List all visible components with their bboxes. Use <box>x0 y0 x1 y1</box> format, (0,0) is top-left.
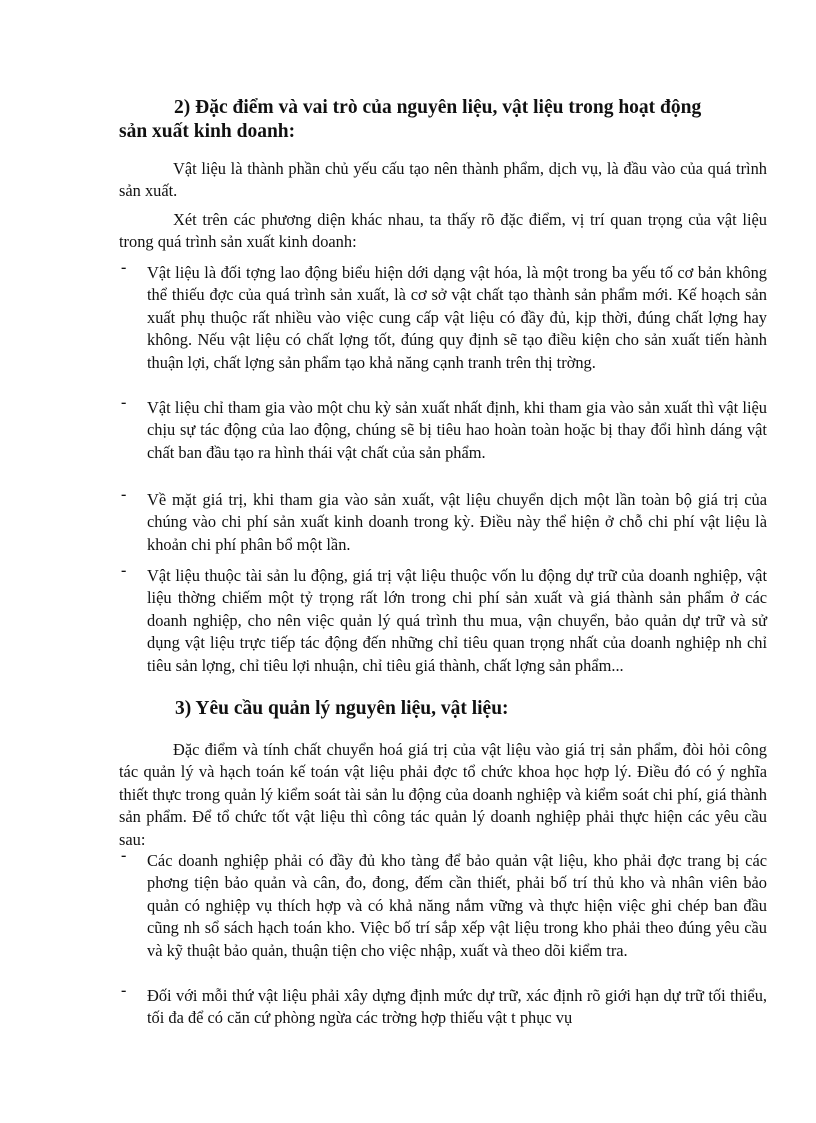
bullet-dash: - <box>121 562 127 579</box>
list-item-text: Các doanh nghiệp phải có đầy đủ kho tàng để bảo quản vật liệu, kho phải đợc trang bị các phơng tiện bảo quản và cân, đo, đong, đếm cần thiết, phải bố trí thủ kho và nhân viên bảo quản có nghiệp vụ thích hợp và có khả năng nắm vững và thực hiện việc ghi chép ban đầu cũng nh sổ sách hạch toán kho. Việc bố trí sắp xếp vật liệu trong kho phải theo đúng yêu cầu và kỹ thuật bảo quản, thuận tiện cho việc nhập, xuất và theo dõi kiểm tra. <box>147 851 767 960</box>
list-item <box>119 259 769 374</box>
list-item-text: Vật liệu là đối tợng lao động biểu hiện dới dạng vật hóa, là một trong ba yếu tố cơ bản không thể thiếu đợc của quá trình sản xuất, là cơ sở vật chất tạo thành sản phẩm mới. Kế hoạch sản xuất phụ thuộc rất nhiều vào việc cung cấp vật liệu có đầy đủ, kịp thời, đúng chất lợng hay không. Nếu vật liệu có chất lợng tốt, đúng quy định sẽ tạo điều kiện cho sản xuất tiến hành thuận lợi, chất lợng sản phẩm tạo khả năng cạnh tranh trên thị trờng. <box>147 263 767 372</box>
section-2-heading <box>119 96 769 144</box>
list-item <box>119 982 769 1030</box>
section-2-heading-line1: 2) Đặc điểm và vai trò của nguyên liệu, vật liệu trong hoạt động <box>174 97 702 118</box>
list-item-text: Vật liệu thuộc tài sản lu động, giá trị vật liệu thuộc vốn lu động dự trữ của doanh nghiệp, vật liệu thờng chiếm một tỷ trọng rất lớn trong chi phí sản xuất và giá thành sản phẩm ở các doanh nghiệp, cho nên việc quản lý quá trình thu mua, vận chuyển, bảo quản dự trữ và sử dụng vật liệu trực tiếp tác động đến những chỉ tiêu quan trọng nhất của doanh nghiệp nh chỉ tiêu sản lợng, chỉ tiêu lợi nhuận, chỉ tiêu giá thành, chất lợng sản phẩm... <box>147 566 767 675</box>
bullet-dash: - <box>121 394 127 411</box>
bullet-dash: - <box>121 259 127 276</box>
list-item-text: Vật liệu chỉ tham gia vào một chu kỳ sản xuất nhất định, khi tham gia vào sản xuất thì vật liệu chịu sự tác động của lao động, chúng sẽ bị tiêu hao hoàn toàn hoặc bị thay đổi hình dáng vật chất ban đầu tạo ra hình thái vật chất của sản phẩm. <box>147 398 767 462</box>
section-2-heading-line2: sản xuất kinh doanh: <box>119 121 296 142</box>
list-item <box>119 394 769 464</box>
section-3-heading: 3) Yêu cầu quản lý nguyên liệu, vật liệu: <box>175 698 509 719</box>
section-2-paragraph-2: Xét trên các phương diện khác nhau, ta thấy rõ đặc điểm, vị trí quan trọng của vật liệu trong quá trình sản xuất kinh doanh: <box>119 210 767 252</box>
list-item <box>119 486 769 556</box>
bullet-dash: - <box>121 486 127 503</box>
bullet-dash: - <box>121 847 127 864</box>
list-item <box>119 562 769 677</box>
list-item-text: Về mặt giá trị, khi tham gia vào sản xuất, vật liệu chuyển dịch một lần toàn bộ giá trị của chúng vào chi phí sản xuất kinh doanh trong kỳ. Điều này thể hiện ở chỗ chi phí vật liệu là khoản chi phí phân bổ một lần. <box>147 490 767 554</box>
list-item-text: Đối với mỗi thứ vật liệu phải xây dựng định mức dự trữ, xác định rõ giới hạn dự trữ tối thiểu, tối đa để có căn cứ phòng ngừa các trờng hợp thiếu vật t phục vụ <box>147 986 767 1028</box>
section-2-paragraph-1: Vật liệu là thành phần chủ yếu cấu tạo nên thành phẩm, dịch vụ, là đầu vào của quá trình sản xuất. <box>119 159 767 201</box>
list-item <box>119 847 769 962</box>
section-3-paragraph-1: Đặc điểm và tính chất chuyển hoá giá trị của vật liệu vào giá trị sản phẩm, đòi hỏi công tác quản lý và hạch toán kế toán vật liệu phải đợc tổ chức khoa học hợp lý. Điều đó có ý nghĩa thiết thực trong quản lý kiểm soát tài sản lu động của doanh nghiệp và kiểm soát chi phí, giá thành sản phẩm. Để tổ chức tốt vật liệu thì công tác quản lý doanh nghiệp phải thực hiện các yêu cầu sau: <box>119 740 767 849</box>
bullet-dash: - <box>121 982 127 999</box>
